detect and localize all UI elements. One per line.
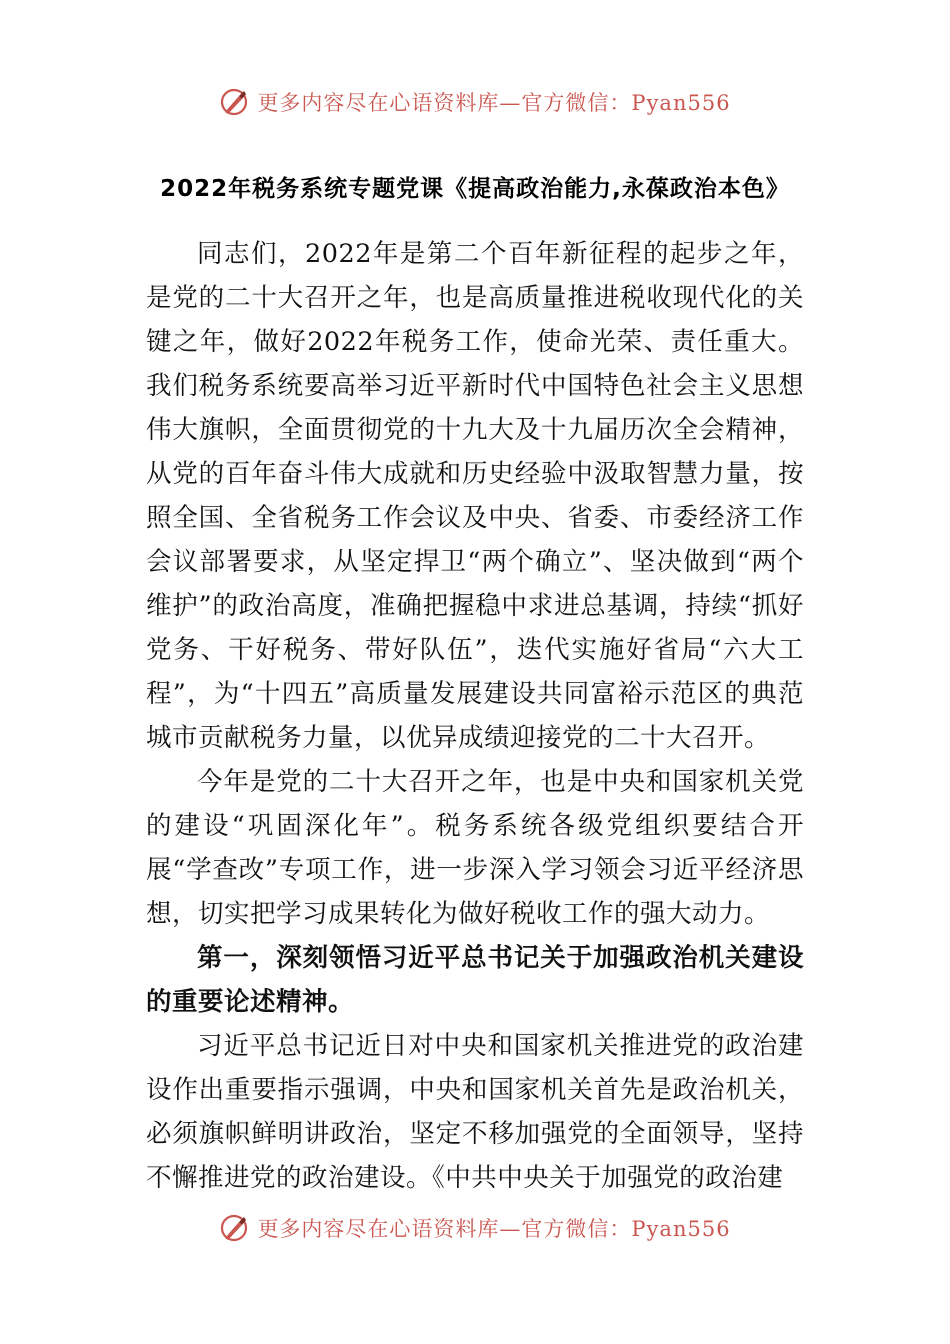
document-body bbox=[146, 232, 804, 1200]
watermark-header bbox=[0, 82, 950, 122]
watermark-text: 更多内容尽在心语资料库—官方微信：Pyan556 bbox=[257, 1217, 731, 1241]
paragraph: 今年是党的二十大召开之年，也是中央和国家机关党的建设“巩固深化年”。税务系统各级党组织要结合开展“学查改”专项工作，进一步深入学习领会习近平经济思想，切实把学习成果转化为做好税收工作的强大动力。 bbox=[146, 767, 804, 929]
document-title: 2022年税务系统专题党课《提高政治能力,永葆政治本色》 bbox=[160, 176, 790, 202]
pen-nib-circle-icon bbox=[219, 87, 249, 117]
pen-nib-circle-icon bbox=[219, 1213, 249, 1243]
paragraph: 习近平总书记近日对中央和国家机关推进党的政治建设作出重要指示强调，中央和国家机关首先是政治机关，必须旗帜鲜明讲政治，坚定不移加强党的全面领导，坚持不懈推进党的政治建设。《中共中央关于加强党的政治建 bbox=[146, 1031, 804, 1193]
watermark-text: 更多内容尽在心语资料库—官方微信：Pyan556 bbox=[257, 91, 731, 115]
watermark-footer bbox=[0, 1208, 950, 1248]
section-heading: 第一，深刻领悟习近平总书记关于加强政治机关建设的重要论述精神。 bbox=[146, 943, 804, 1017]
paragraph: 同志们，2022年是第二个百年新征程的起步之年，是党的二十大召开之年，也是高质量推进税收现代化的关键之年，做好2022年税务工作，使命光荣、责任重大。我们税务系统要高举习近平新时代中国特色社会主义思想伟大旗帜，全面贯彻党的十九大及十九届历次全会精神，从党的百年奋斗伟大成就和历史经验中汲取智慧力量，按照全国、全省税务工作会议及中央、省委、市委经济工作会议部署要求，从坚定捍卫“两个确立”、坚决做到“两个维护”的政治高度，准确把握稳中求进总基调，持续“抓好党务、干好税务、带好队伍”，迭代实施好省局“六大工程”，为“十四五”高质量发展建设共同富裕示范区的典范城市贡献税务力量，以优异成绩迎接党的二十大召开。 bbox=[146, 239, 804, 753]
